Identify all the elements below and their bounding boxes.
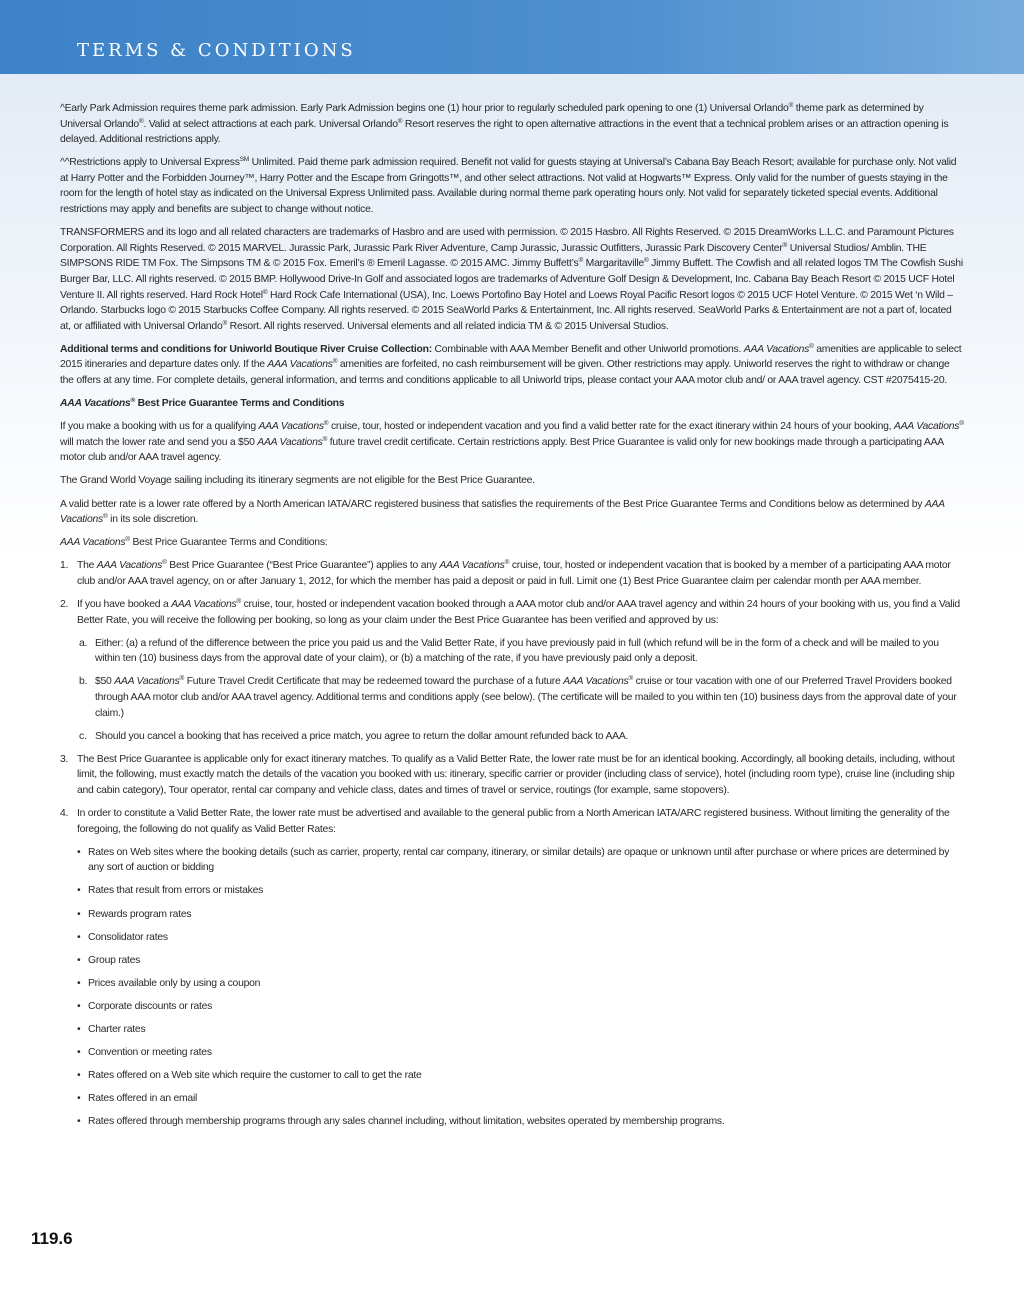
early-park-admission-note: ^Early Park Admission requires theme park admission. Early Park Admission begins one (1) hour prior to regularly scheduled park opening to one (1) Universal Orlando® theme park as determined by Universal Orlando®. Valid at select attractions at each park. Universal Orlando® Resort reserves the right to open alternative attractions in the event that a technical problem arises or an attraction opening is delayed. Additional restrictions apply. bbox=[60, 102, 949, 146]
terms-body bbox=[60, 101, 964, 1137]
list-item: 2. If you have booked a AAA Vacations® cruise, tour, hosted or independent vacation booked through a AAA motor club and/or AAA travel agency and within 24 hours of your booking with us, you find a Valid Better Rate, you will receive the following per booking, so long as your claim under the Best Price Guarantee has been verified and approved by us: a. Either: (a) a refund of the difference between the price you paid us and the Valid Better Rate, if you have previously paid in full (which refund will be in the form of a check and will be mailed to you within ten (10) business days from the approval date of your claim), or (b) a matching of the rate, if you have previously paid only a deposit. b. $50 AAA Vacations® Future Travel Credit Certificate that may be redeemed toward the purchase of a future AAA Vacations® cruise or tour vacation with one of our Preferred Travel Providers booked through AAA motor club and/or AAA travel agency. Additional terms and conditions apply (see below). (The certificate will be mailed to you within ten (10) business days from the approval date of your claim.) c. Should you cancel a booking that has received a price match, you agree to return the dollar amount refunded back to AAA. bbox=[60, 597, 964, 744]
list-item: 1. The AAA Vacations® Best Price Guarantee (“Best Price Guarantee”) applies to any AAA Vacations® cruise, tour, hosted or independent vacation that is booked by a member of a participating AAA motor club and/or AAA travel agency, on or after January 1, 2012, for which the member has paid a deposit or paid in full. Limit one (1) Best Price Guarantee claim per calendar month per AAA member. bbox=[60, 559, 951, 587]
page-number: 119.6 bbox=[31, 1229, 73, 1248]
valid-better-rate-definition: A valid better rate is a lower rate offered by a North American IATA/ARC registered business that satisfies the requirements of the Best Price Guarantee Terms and Conditions below as determined by AAA Vacations® in its sole discretion. bbox=[60, 498, 945, 526]
bullet-item: • Rates on Web sites where the booking details (such as carrier, property, rental car company, itinerary, or similar details) are opaque or unknown until after purchase or where prices are determined by any sort of auction or bidding bbox=[77, 846, 950, 874]
bullet-item: • Rewards program rates bbox=[77, 908, 192, 920]
list-item: 3. The Best Price Guarantee is applicable only for exact itinerary matches. To qualify as a Valid Better Rate, the lower rate must be for an identical booking. Accordingly, all booking details, including, without limit, the following, must exactly match the details of the vacation you booked with us: itinerary, specific carrier or provider (including class of service), hotel (including room type), cruise line (including ship and cabin category), Tour operator, rental car company and vehicle class, dates and times of travel or service, routings (for example, same stopovers). bbox=[60, 753, 955, 796]
sub-list-item: a. Either: (a) a refund of the difference between the price you paid us and the Valid Better Rate, if you have previously paid in full (which refund will be in the form of a check and will be mailed to you within ten (10) business days from the approval date of your claim), or (b) a matching of the rate, if you have previously paid only a deposit. bbox=[79, 637, 939, 665]
bullet-item: • Rates offered through membership programs through any sales channel including, without limitation, websites operated by membership programs. bbox=[77, 1116, 725, 1128]
bullet-item: • Rates offered in an email bbox=[77, 1093, 198, 1105]
bullet-item: • Rates that result from errors or mistakes bbox=[77, 885, 264, 897]
bullet-item: • Corporate discounts or rates bbox=[77, 1000, 213, 1012]
bullet-item: • Consolidator rates bbox=[77, 931, 168, 943]
sub-list-item: b. $50 AAA Vacations® Future Travel Credit Certificate that may be redeemed toward the purchase of a future AAA Vacations® cruise or tour vacation with one of our Preferred Travel Providers booked through AAA motor club and/or AAA travel agency. Additional terms and conditions apply (see below). (The certificate will be mailed to you within ten (10) business days from the approval date of your claim.) bbox=[79, 675, 957, 719]
best-price-intro: If you make a booking with us for a qualifying AAA Vacations® cruise, tour, hosted or independent vacation and you find a valid better rate for the exact itinerary within 24 hours of your booking, AAA Vacations® will match the lower rate and send you a $50 AAA Vacations® future travel credit certificate. Certain restrictions apply. Best Price Guarantee is valid only for new bookings made through a participating AAA motor club and/or AAA travel agency. bbox=[60, 420, 964, 464]
page-title: TERMS & CONDITIONS bbox=[77, 40, 356, 61]
bullet-item: • Convention or meeting rates bbox=[77, 1047, 212, 1059]
sub-list bbox=[77, 636, 964, 745]
sub-list-item: c. Should you cancel a booking that has received a price match, you agree to return the dollar amount refunded back to AAA. bbox=[79, 730, 629, 742]
exclusion-bullets bbox=[77, 845, 964, 1130]
grand-world-voyage-note: The Grand World Voyage sailing including its itinerary segments are not eligible for the Best Price Guarantee. bbox=[60, 475, 535, 487]
universal-express-note: ^^Restrictions apply to Universal Express℠ Unlimited. Paid theme park admission required. Benefit not valid for guests staying at Universal’s Cabana Bay Beach Resort; available for purchase only. Not valid at Harry Potter and the Forbidden Journey™, Harry Potter and the Escape from Gringotts™, and other select attractions. Not valid at Hogwarts™ Express. Only valid for the number of guests staying in the room for the length of hotel stay as indicated on the Universal Express Unlimited pass. Available during normal theme park operating hours only. Not valid for separately ticketed special events. Additional restrictions may apply and benefits are subject to change without notice. bbox=[60, 156, 957, 216]
bullet-item: • Group rates bbox=[77, 954, 141, 966]
trademark-notice: TRANSFORMERS and its logo and all related characters are trademarks of Hasbro and are used with permission. © 2015 Hasbro. All Rights Reserved. © 2015 DreamWorks L.L.C. and Paramount Pictures Corporation. All Rights Reserved. © 2015 MARVEL. Jurassic Park, Jurassic Park River Adventure, Camp Jurassic, Jurassic Outfitters, Jurassic Park Discovery Center® Universal Studios/ Amblin. THE SIMPSONS RIDE TM Fox. The Simpsons TM & © 2015 Fox. Emeril’s ® Emeril Lagasse. © 2015 AMC. Jimmy Buffett’s® Margaritaville® Jimmy Buffett. The Cowfish and all related logos TM The Cowfish Sushi Burger Bar, LLC. All rights reserved. © 2015 BMP. Hollywood Drive-In Golf and associated logos are trademarks of Adventure Golf Design & Development, Inc. Cabana Bay Beach Resort © 2015 UCF Hotel Venture II. All rights reserved. Hard Rock Hotel® Hard Rock Cafe International (USA), Inc. Loews Portofino Bay Hotel and Loews Royal Pacific Resort logos © 2015 UCF Hotel Venture. © 2015 Wet ‘n Wild – Orlando. Starbucks logo © 2015 Starbucks Coffee Company. All rights reserved. © 2015 SeaWorld Parks & Entertainment, Inc. All rights reserved. SeaWorld Parks & Entertainment are not a part of, located at, or affiliated with Universal Orlando® Resort. All rights reserved. Universal elements and all related indicia TM & © 2015 Universal Studios. bbox=[60, 227, 963, 332]
bullet-item: • Prices available only by using a coupon bbox=[77, 977, 261, 989]
header-band bbox=[0, 0, 1024, 74]
bullet-item: • Rates offered on a Web site which require the customer to call to get the rate bbox=[77, 1070, 422, 1082]
bullet-item: • Charter rates bbox=[77, 1024, 146, 1035]
uniworld-heading: Additional terms and conditions for Uniworld Boutique River Cruise Collection: bbox=[60, 343, 432, 355]
terms-list-intro: AAA Vacations® Best Price Guarantee Terms and Conditions: bbox=[60, 536, 328, 549]
terms-list bbox=[60, 558, 964, 1130]
uniworld-terms: Additional terms and conditions for Uniworld Boutique River Cruise Collection: Combinable with AAA Member Benefit and other Uniworld promotions. AAA Vacations® amenities are applicable to select 2015 itineraries and departure dates only. If the AAA Vacations® amenities are forfeited, no cash reimbursement will be given. Other restrictions may apply. Uniworld reserves the right to withdraw or change the offers at any time. For complete details, general information, and terms and conditions applicable to all Uniworld trips, please contact your AAA motor club and/ or AAA travel agency. CST #2075415-20. bbox=[60, 342, 962, 386]
list-item: 4. In order to constitute a Valid Better Rate, the lower rate must be advertised and available to the general public from a North American IATA/ARC registered business. Without limiting the generality of the foregoing, the following do not qualify as Valid Better Rates: • Rates on Web sites where the booking details (such as carrier, property, rental car company, itinerary, or similar details) are opaque or unknown until after purchase or where prices are determined by any sort of auction or bidding • Rates that result from errors or mistakes • Rewards program rates • Consolidator rates • Group rates • Prices available only by using a coupon • Corporate discounts or rates • Charter rates • Convention or meeting rates • Rates offered on a Web site which require the customer to call to get the rate • Rates offered in an email • Rates offered through membership programs through any sales channel including, without limitation, websites operated by membership programs. bbox=[60, 806, 964, 1130]
best-price-guarantee-heading: AAA Vacations® Best Price Guarantee Terms and Conditions bbox=[60, 397, 345, 410]
